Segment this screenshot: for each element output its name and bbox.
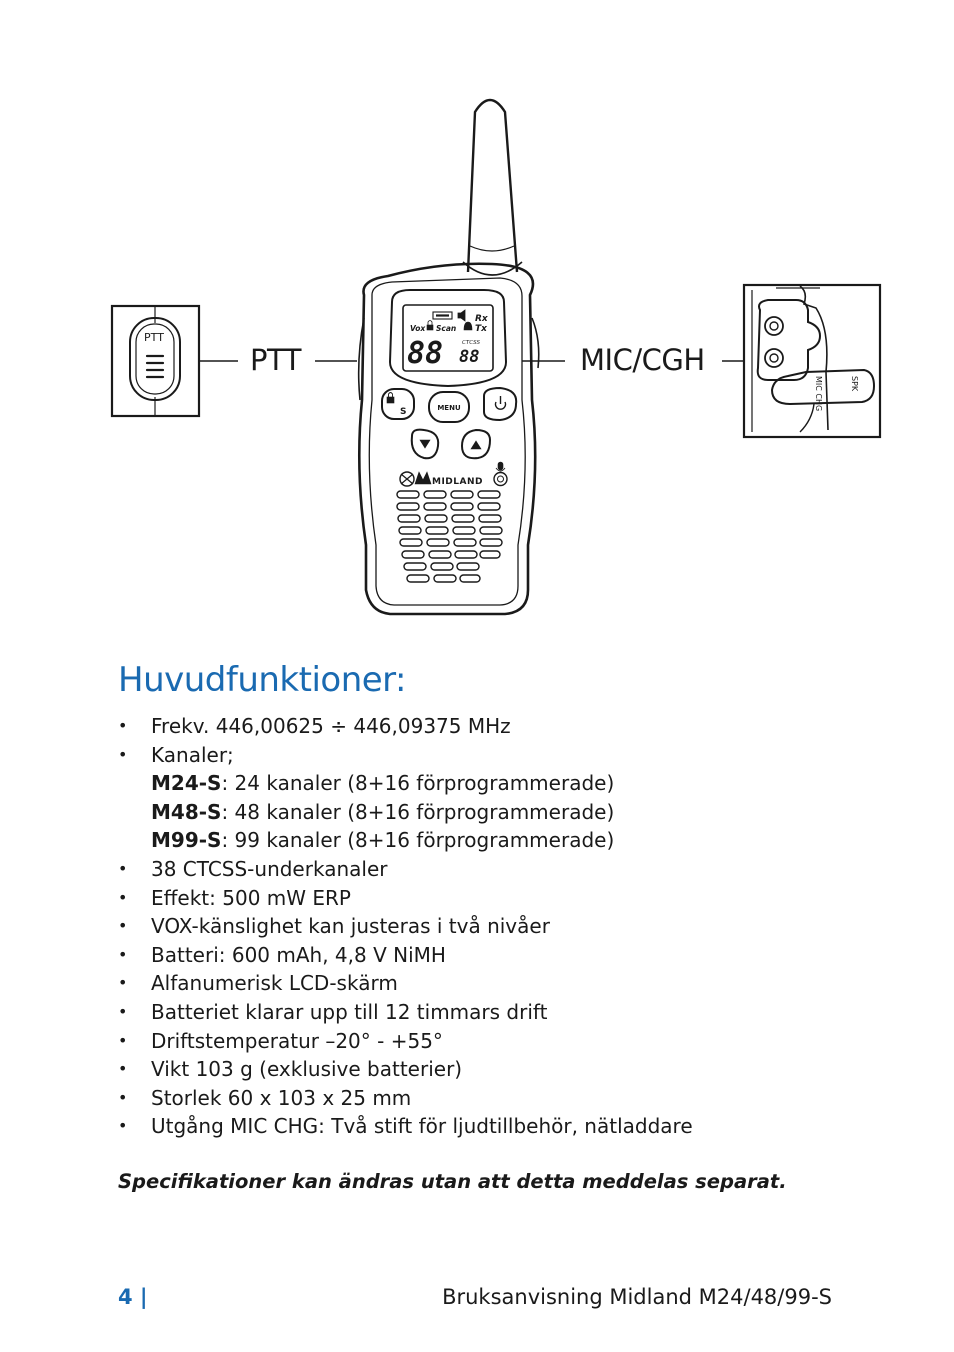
- footer-title: Bruksanvisning Midland M24/48/99-S: [442, 1285, 832, 1309]
- mic-jack-icon: [765, 317, 783, 335]
- feature-frequency: Frekv. 446,00625 ÷ 446,09375 MHz: [151, 714, 511, 738]
- list-item: • Utgång MIC CHG: Två stift för ljudtillbehör, nätladdare: [118, 1112, 693, 1141]
- callout-ptt: PTT: [250, 343, 301, 377]
- feature-list: [118, 712, 693, 1141]
- ptt-inset-label: PTT: [144, 331, 164, 344]
- lcd-digits-big: 88: [407, 336, 444, 371]
- lock-s-key: [382, 389, 414, 419]
- spk-jack-icon: [765, 349, 783, 367]
- list-item: • Alfanumerisk LCD-skärm: [118, 969, 693, 998]
- list-item: • Batteriet klarar upp till 12 timmars drift: [118, 998, 693, 1027]
- list-item: • Driftstemperatur –20° - +55°: [118, 1027, 693, 1056]
- list-item: • Storlek 60 x 103 x 25 mm: [118, 1084, 693, 1113]
- lock-s-key-label: S: [400, 407, 407, 417]
- model-name: M24-S: [151, 771, 222, 796]
- mic-icon: [498, 462, 503, 470]
- lcd-ctcss: CTCSS: [462, 340, 480, 346]
- channel-text: : 99 kanaler (8+16 förprogrammerade): [221, 828, 615, 853]
- channel-line-m24: [151, 769, 693, 798]
- channel-text: : 24 kanaler (8+16 förprogrammerade): [221, 771, 615, 796]
- callout-mic-cgh: MIC/CGH: [580, 343, 705, 377]
- feature-channels-intro: Kanaler;: [151, 742, 234, 767]
- antenna: [468, 100, 517, 272]
- jack-label-spk: SPK: [850, 376, 859, 392]
- specification-note: Specifikationer kan ändras utan att detta meddelas separat.: [118, 1170, 787, 1193]
- list-item: • Effekt: 500 mW ERP: [118, 884, 693, 913]
- speaker-grille: [397, 491, 502, 582]
- channel-line-m48: [151, 798, 693, 827]
- list-item: • Batteri: 600 mAh, 4,8 V NiMH: [118, 941, 693, 970]
- list-item: [118, 741, 693, 855]
- jack-label-mic-chg: MIC CHG: [814, 376, 823, 412]
- channel-text: : 48 kanaler (8+16 förprogrammerade): [221, 799, 615, 824]
- page-number: 4 |: [118, 1285, 148, 1309]
- channel-line-m99: [151, 826, 693, 855]
- lcd-scan: Scan: [436, 324, 457, 333]
- list-item: [118, 712, 693, 741]
- lcd-tx: Tx: [475, 324, 487, 334]
- list-item: • VOX-känslighet kan justeras i två nivåer: [118, 912, 693, 941]
- lcd-rx: Rx: [475, 314, 488, 324]
- menu-key-label: MENU: [437, 404, 461, 412]
- model-name: M99-S: [151, 828, 222, 853]
- brand-label: MIDLAND: [432, 477, 483, 487]
- section-heading: Huvudfunktioner:: [118, 660, 407, 700]
- radio-illustration: [0, 0, 954, 640]
- lcd-digits-small: 88: [459, 347, 480, 367]
- lcd-vox: Vox: [410, 324, 426, 333]
- list-item: • 38 CTCSS-underkanaler: [118, 855, 693, 884]
- model-name: M48-S: [151, 799, 222, 824]
- list-item: • Vikt 103 g (exklusive batterier): [118, 1055, 693, 1084]
